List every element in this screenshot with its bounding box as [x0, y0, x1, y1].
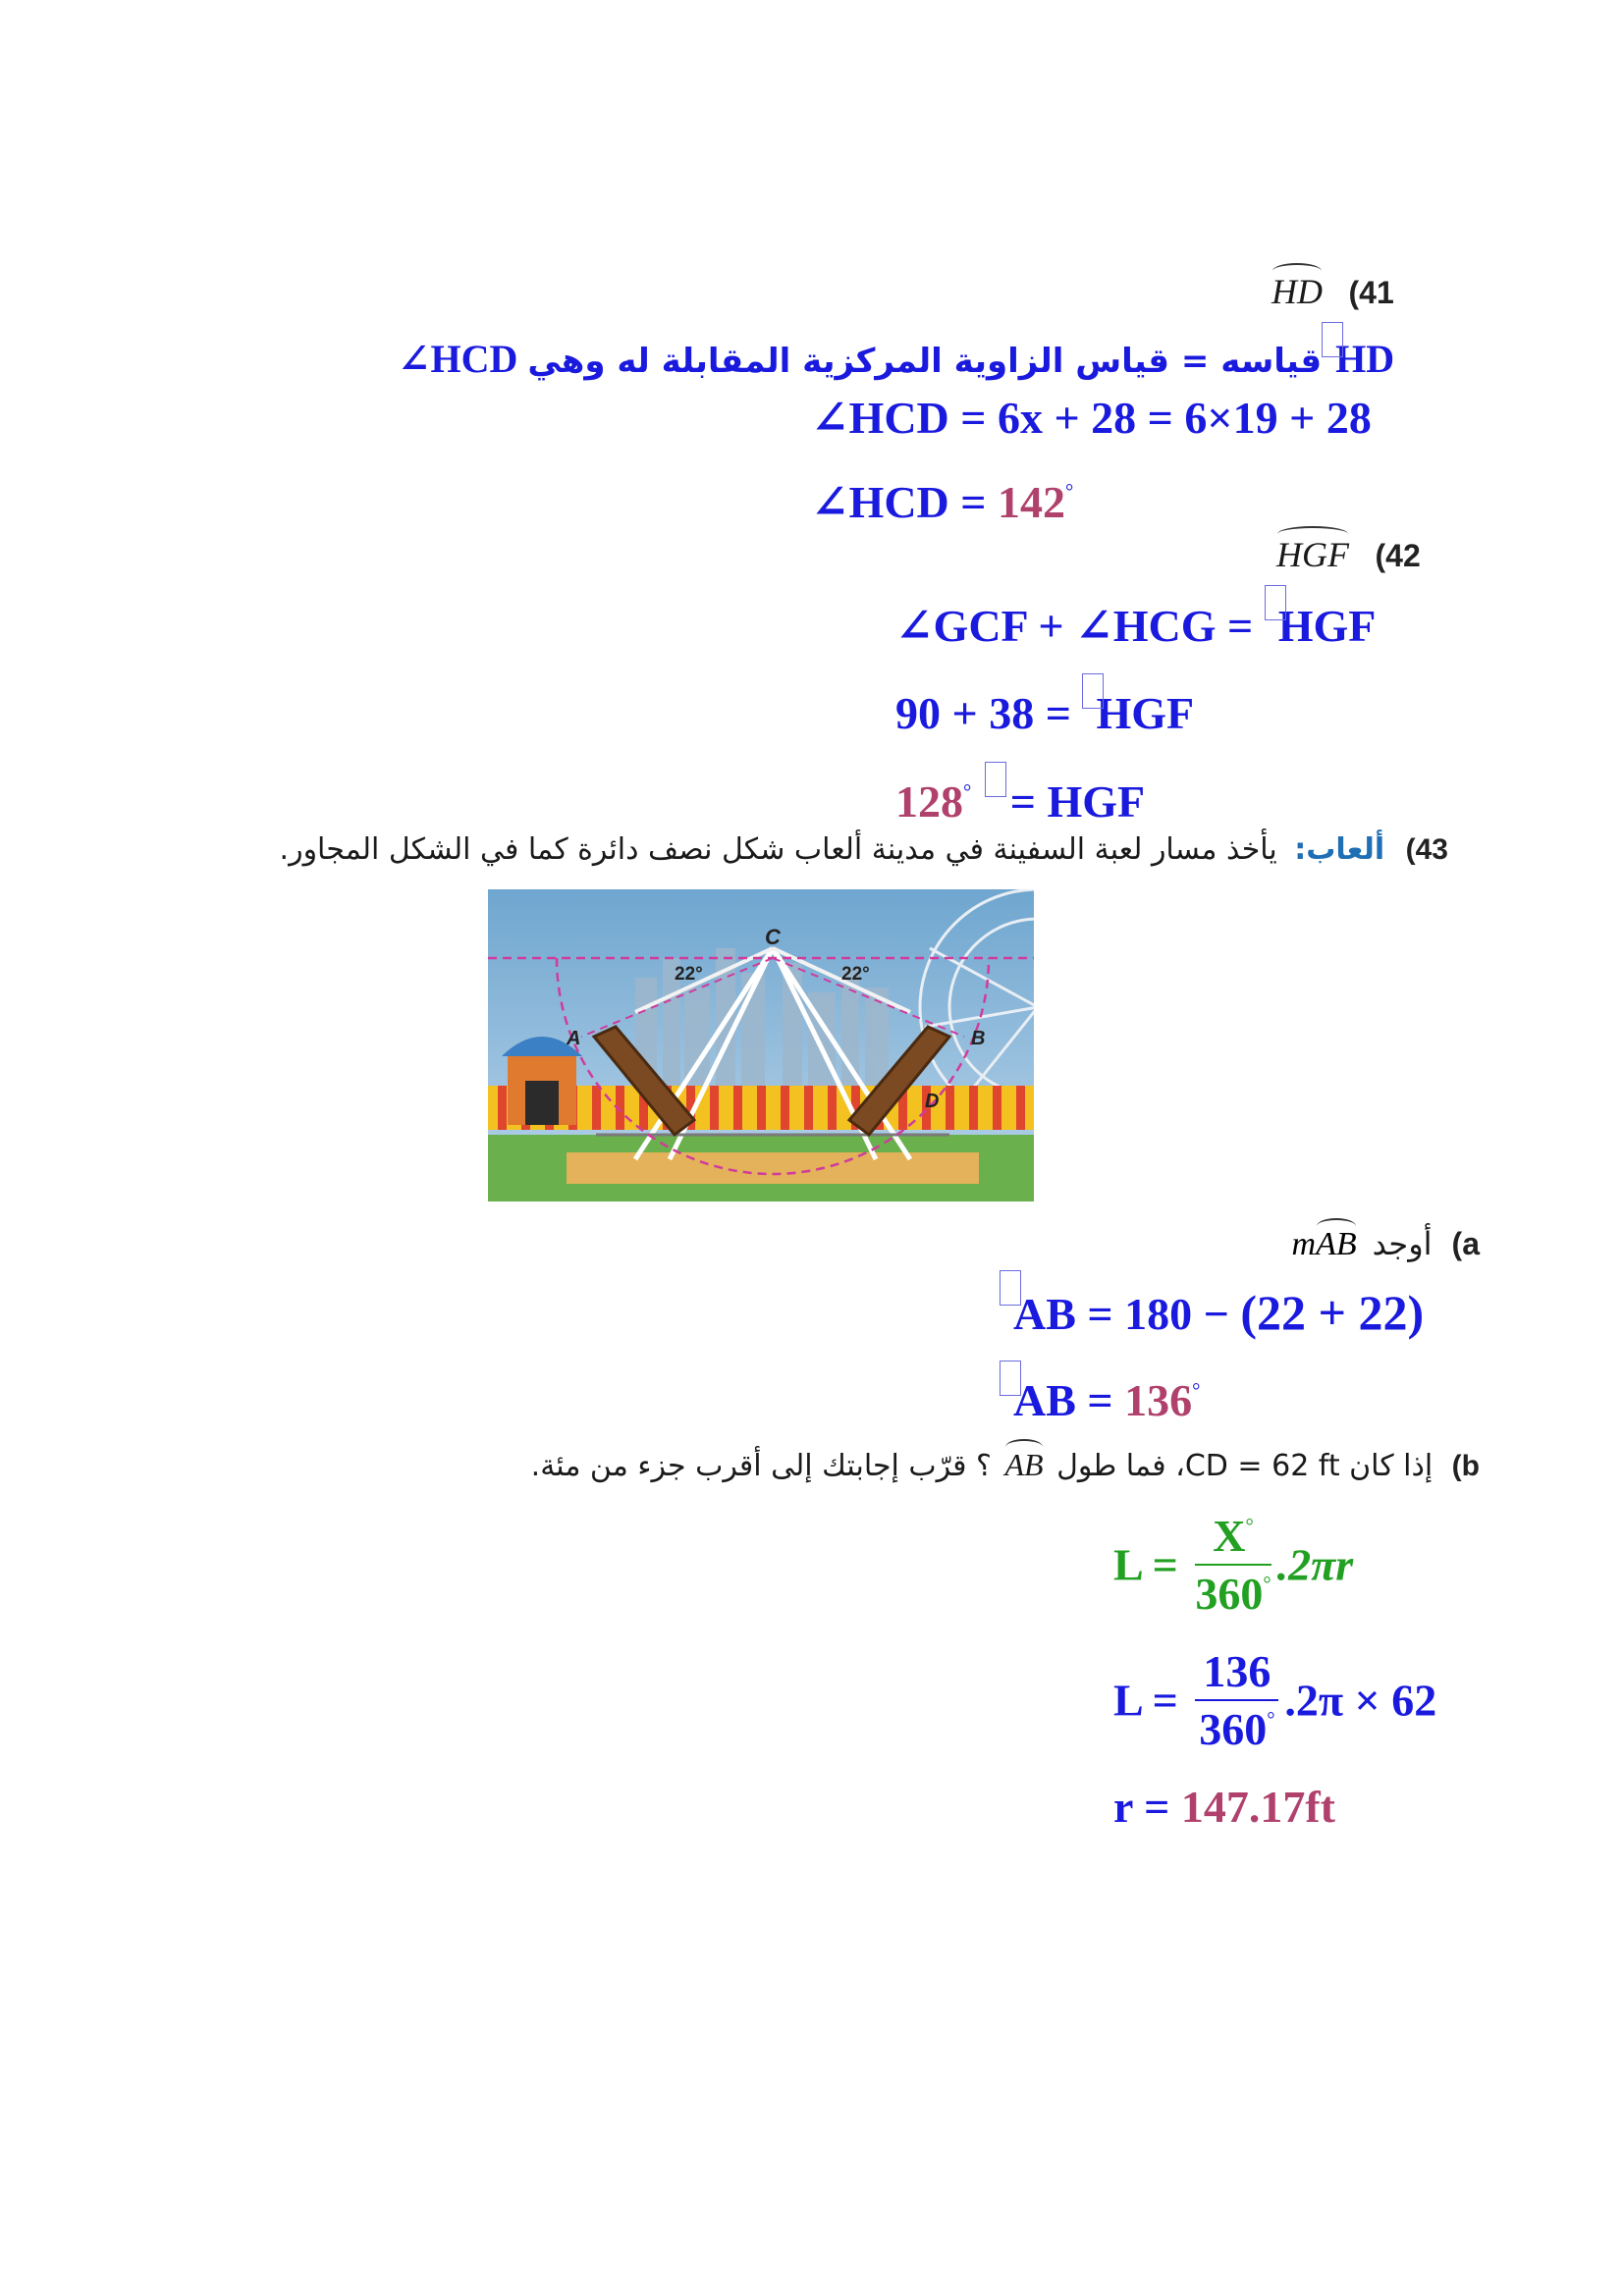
q43-label: ألعاب:	[1294, 832, 1385, 867]
angle-right: 22°	[841, 964, 870, 985]
sub-right: .2π × 62	[1284, 1675, 1437, 1726]
degree-symbol: °	[1192, 1380, 1201, 1402]
result-left: r =	[1113, 1782, 1181, 1832]
formula-denominator	[1195, 1566, 1271, 1620]
q42-line3	[895, 775, 1145, 828]
part-a-line2	[1000, 1374, 1200, 1426]
q43-number: 43)	[1405, 833, 1448, 866]
arc-placeholder-box	[1265, 585, 1286, 620]
part-a-letter: a)	[1451, 1226, 1480, 1261]
bounce-house	[502, 1037, 582, 1125]
part-b-prompt	[531, 1447, 1480, 1483]
q41-line3-left: ∠HCD =	[811, 477, 998, 527]
part-a-text: أوجد	[1372, 1225, 1433, 1262]
sub-denominator	[1195, 1701, 1278, 1755]
degree-symbol: °	[1267, 1709, 1275, 1731]
label-b: B	[971, 1028, 986, 1049]
sub-left: L =	[1113, 1675, 1190, 1726]
degree-symbol: °	[1263, 1574, 1271, 1595]
part-a-measure	[1292, 1226, 1357, 1262]
q42-line2-right: HGF	[1096, 688, 1195, 738]
q42-number: (42	[1375, 538, 1421, 573]
part-a-line1-left: AB = 180 −	[1013, 1289, 1241, 1339]
sub-fraction	[1195, 1645, 1278, 1755]
arc-placeholder-box	[1082, 673, 1104, 709]
angle-left: 22°	[675, 964, 703, 985]
q42-line1-right: HGF	[1277, 601, 1377, 651]
q42-line1	[895, 599, 1376, 652]
q42-result: 128	[895, 776, 963, 827]
degree-symbol: °	[1064, 481, 1074, 503]
platform	[567, 1152, 979, 1184]
q41-line2: ∠HCD = 6x + 28 = 6×19 + 28	[811, 393, 1372, 443]
q43-statement	[280, 832, 1448, 867]
label-a: A	[567, 1028, 581, 1049]
q41-line3	[811, 475, 1073, 528]
q42-line2-left: 90 + 38 =	[895, 688, 1083, 738]
q41-arabic: قياسه = قياس الزاوية المركزية المقابلة له وهي	[527, 342, 1323, 381]
part-b-text-1: إذا كان CD = 62 ft، فما طول	[1056, 1449, 1434, 1483]
degree-symbol: °	[963, 781, 972, 803]
formula-num-text: X	[1213, 1511, 1246, 1561]
part-a-line1	[1000, 1284, 1424, 1341]
m-prefix: m	[1291, 1226, 1317, 1262]
part-a-paren: (22 + 22)	[1240, 1285, 1425, 1340]
formula-fraction	[1195, 1510, 1271, 1620]
formula-left: L =	[1113, 1539, 1190, 1590]
part-b-text-2: ؟ قرّب إجابتك إلى أقرب جزء من مئة.	[530, 1449, 992, 1483]
arc-placeholder-box	[1000, 1361, 1021, 1396]
sub-numerator: 136	[1195, 1645, 1278, 1701]
degree-symbol: °	[1245, 1516, 1254, 1537]
formula-den-text: 360	[1195, 1569, 1264, 1619]
formula-right: .2πr	[1276, 1539, 1354, 1590]
formula-numerator	[1195, 1510, 1271, 1566]
q42-line1-left: ∠GCF + ∠HCG =	[895, 601, 1265, 651]
substitution-line	[1113, 1645, 1436, 1755]
arc-hd: HD	[1271, 272, 1323, 311]
part-a-prompt	[1292, 1225, 1480, 1263]
arc-placeholder-box	[985, 762, 1006, 797]
arc-placeholder-box	[1322, 322, 1343, 357]
result-line	[1113, 1781, 1335, 1833]
q41-header	[1271, 271, 1394, 312]
part-b-letter: b)	[1451, 1450, 1480, 1482]
q42-line3-right: = HGF	[999, 776, 1146, 827]
formula-line	[1113, 1510, 1353, 1620]
part-a-line2-left: AB =	[1013, 1375, 1125, 1425]
pirate-ship-figure	[488, 889, 1034, 1201]
q41-line1	[398, 336, 1394, 382]
arc-ab: AB	[1004, 1447, 1044, 1482]
q41-result: 142	[997, 477, 1065, 527]
q43-text: يأخذ مسار لعبة السفينة في مدينة ألعاب شكل نصف دائرة كما في الشكل المجاور.	[279, 832, 1277, 867]
q41-angle-hcd: ∠HCD	[398, 337, 518, 381]
q42-header	[1276, 534, 1421, 575]
arc-hgf: HGF	[1276, 535, 1349, 574]
q41-number: (41	[1348, 275, 1394, 310]
arc-placeholder-box	[1000, 1270, 1021, 1306]
q41-hd: HD	[1335, 337, 1395, 381]
label-c: C	[765, 925, 781, 949]
sub-den-text: 360	[1199, 1704, 1268, 1754]
final-result: 147.17ft	[1180, 1782, 1335, 1832]
q42-line2	[895, 687, 1194, 739]
part-a-result: 136	[1124, 1375, 1193, 1425]
arc-ab: AB	[1316, 1226, 1357, 1262]
label-d: D	[925, 1091, 940, 1112]
